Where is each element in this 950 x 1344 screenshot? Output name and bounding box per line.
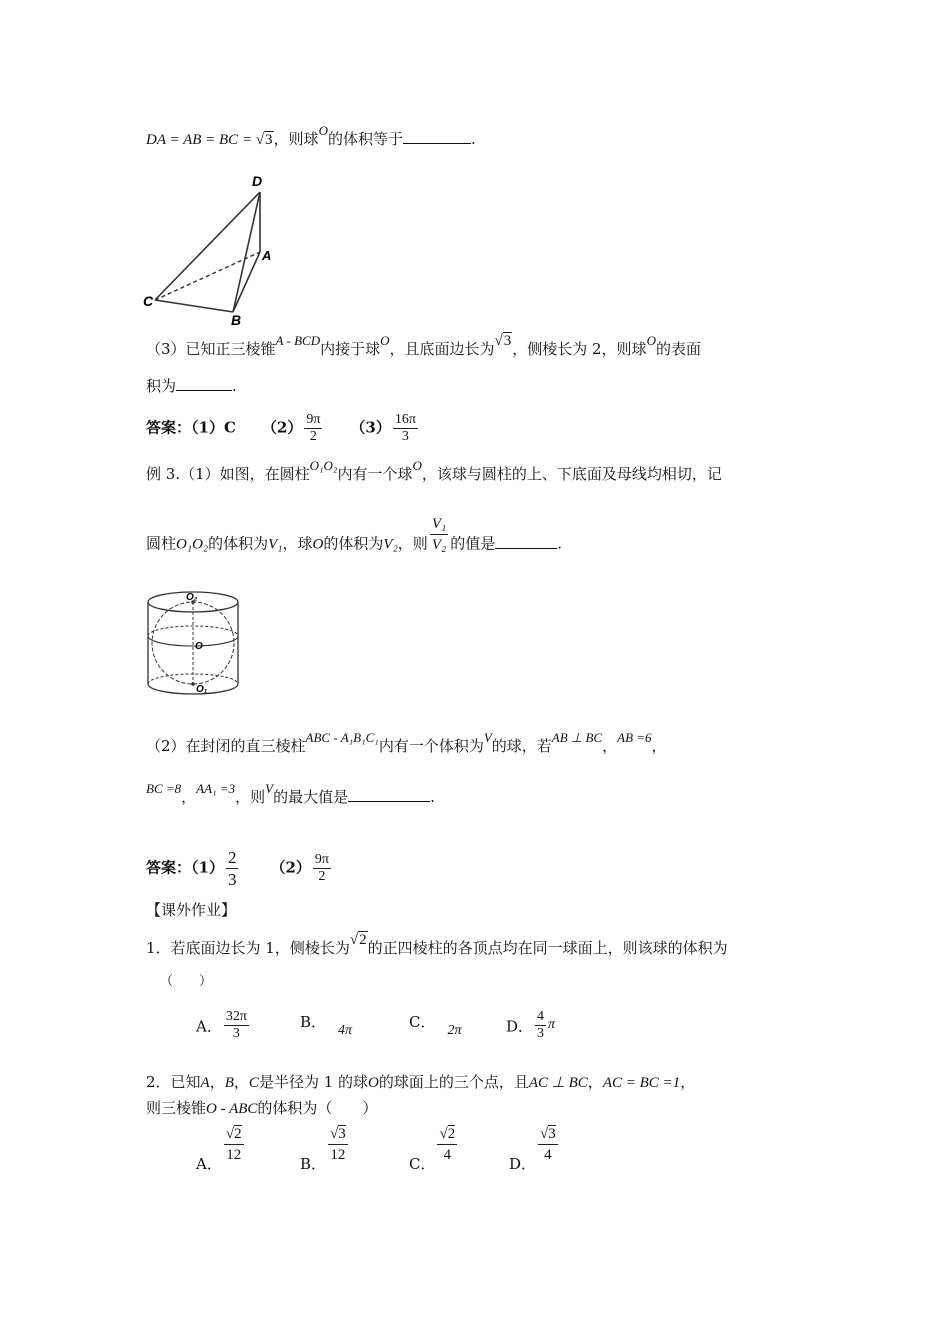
option-label: D． [509,1154,537,1173]
text-lateral-edge: ，侧棱长为 2，则球 [512,340,647,358]
condition-bc-8: BC =8 [146,781,182,796]
answer-2-label: （2） [270,858,311,877]
text-volume-is: 的体积为（ ） [257,1099,378,1117]
answer-label: 答案： [146,418,192,437]
edge-ca-hidden [155,252,260,300]
fraction-sqrt2-over-12: $\frac{√2}{12}$ [225,1126,242,1163]
answer-1: （1）C [191,418,236,437]
option-label: A． [196,1154,222,1173]
q2-option-b[interactable] [300,1124,350,1173]
text-area-is: 积为 [146,377,177,395]
part-2-prefix: （2）在封闭的直三棱柱 [146,737,306,755]
comma: ， [602,737,618,755]
symbol-v: V [265,781,274,796]
q1-paren: （ ） [160,974,213,989]
hw-q2-line-2 [146,1097,377,1120]
text-ball: ，球 [282,534,313,553]
label-o: O [195,641,203,652]
condition-ab-6: AB =6 [617,730,652,745]
text-ball-if: 的球，若 [491,737,552,755]
answer-blank [348,787,430,802]
example-3-line-2 [146,516,562,565]
example-3-part-2-line-2 [146,781,435,809]
q2-prefix: 2．已知 [146,1073,201,1091]
cylinder-sphere-figure [140,588,250,700]
option-label: C． [409,1013,436,1031]
text-cylinder: 圆柱 [146,534,177,553]
sphere-o-symbol: O [312,536,324,553]
problem-3-prefix: （3）已知正三棱锥 [146,340,276,358]
value-2pi: 2π [447,1023,462,1038]
period: . [557,534,562,553]
hw-q2-line-1 [146,1071,695,1094]
label-o1: O₁ [196,684,208,695]
fraction-sqrt3-over-4: $\frac{√3}{4}$ [540,1126,556,1163]
text-volume-equals: 的体积等于 [327,130,403,148]
example-3-part-2-line-1 [146,730,667,758]
pyramid-o-abc: O - ABC [206,1101,258,1117]
point-a: A [200,1075,210,1091]
sphere-o-symbol: O [318,123,328,138]
symbol-v: V [483,730,492,745]
hw-q1-line-1 [146,932,728,960]
fraction-sqrt2-over-4: $\frac{√2}{4}$ [439,1126,456,1163]
cylinder-o1o2: O₁O₂ [176,536,209,553]
text-then-ball: ，则球 [273,130,319,148]
value-4pi: 4π [338,1023,353,1038]
text-has-ball: 内有一个球 [337,465,413,483]
example-3-prefix: 例 3.（1）如图，在圆柱 [146,465,310,483]
sqrt-three: √3 [494,333,512,349]
option-label: C． [409,1154,436,1173]
answer-blank [495,534,557,549]
answer-2-label: （2） [261,418,303,437]
comma: ， [587,1073,603,1091]
text-value-is: 的值是 [450,534,496,553]
text-has-ball-volume: 内有一个体积为 [378,737,484,755]
condition-ac-perp-bc: AC ⊥ BC [528,1075,588,1091]
homework-title: 【课外作业】 [146,901,237,919]
text-base-edge: ，且底面边长为 [389,340,495,358]
fraction-9pi-over-2: $\frac{9\pi}{2}$ [306,412,321,444]
fraction-32pi-over-3: $\frac{32\pi}{3}$ [225,1009,247,1041]
q2-option-a[interactable] [196,1124,246,1173]
comma: ， [651,737,667,755]
tetrahedron-figure [140,170,280,330]
label-a: A [262,248,272,263]
comma: ， [209,1073,225,1091]
answer-1-label: （1） [191,858,224,877]
q1-prefix: 1．若底面边长为 1，侧棱长为 [146,939,350,957]
symbol-v2: V₂ [383,536,398,553]
fraction-9pi-over-2: $\frac{9\pi}{2}$ [314,852,329,884]
sqrt-three: √3 [255,132,273,148]
condition-ab-perp-bc: AB ⊥ BC [551,730,603,745]
answer-blank [176,376,232,391]
q2-option-d[interactable] [509,1124,560,1173]
fraction-v1-over-v2: $\frac{\text{V₁}}{\text{V₂}}$ [431,516,447,553]
answer-line-2 [146,847,333,890]
sphere-o-symbol: O [412,458,422,473]
pi-symbol: π [548,1016,556,1032]
text-radius-ball: 是半径为 1 的球 [258,1073,369,1091]
symbol-v1: V₁ [268,536,283,553]
comma: ， [233,1073,249,1091]
answer-line-1 [146,412,420,445]
sphere-o-symbol: O [646,333,656,348]
text-pyramid: 则三棱锥 [146,1099,207,1117]
option-label: A． [196,1017,222,1036]
cylinder-o1o2: O₁O₂ [309,458,338,473]
equation-da-ab-bc: DA = AB = BC = [146,132,256,148]
option-label: D． [506,1017,534,1036]
q1-option-c[interactable] [409,1011,462,1038]
text-volume-is: 的体积为 [208,534,269,553]
answer-blank [403,129,471,144]
point-c: C [248,1075,259,1091]
comma: ， [181,788,197,806]
fraction-4-over-3: $\frac{4}{3}$ [537,1009,545,1041]
answer-label: 答案： [146,858,192,877]
text-max-value: 的最大值是 [273,788,349,806]
fraction-2-over-3: $\frac{2}{3}$ [227,848,237,889]
text-tangent: ，该球与圆柱的上、下底面及母线均相切，记 [421,465,722,483]
problem-3-line-1 [146,333,701,361]
sphere-o-symbol: O [368,1075,379,1091]
answer-3-label: （3） [350,418,391,437]
comma: ， [680,1073,696,1091]
pyramid-a-bcd: A - BCD [275,333,321,348]
label-c: C [143,293,154,309]
problem-3-line-2 [146,375,237,397]
label-o2: O₂ [186,592,198,603]
text-then: ，则 [397,534,428,553]
edge-ab [233,252,260,312]
prism-abc-a1b1c1: ABC - A₁B₁C₁ [305,730,379,745]
q1-text: 的正四棱柱的各顶点均在同一球面上，则该球的体积为 [367,939,728,957]
fraction-16pi-over-3: $\frac{16\pi}{3}$ [394,412,416,444]
condition-ac-bc-1: AC = BC =1 [602,1075,681,1091]
sqrt-two: √2 [349,932,367,948]
sphere-o-symbol: O [380,333,390,348]
edge-db [233,192,260,312]
text-surface: 的表面 [655,340,701,358]
q1-option-a[interactable] [196,1011,251,1044]
text-inscribed: 内接于球 [320,340,381,358]
period: . [430,788,435,806]
period: . [232,377,237,395]
problem-2-condition-line [146,123,476,151]
point-o1 [191,682,195,686]
q1-option-d[interactable] [506,1011,555,1044]
text-three-points: 的球面上的三个点，且 [378,1073,529,1091]
option-label: B． [300,1013,327,1031]
q2-option-c[interactable] [409,1124,459,1173]
label-d: D [252,173,263,189]
text-then: ，则 [235,788,266,806]
example-3-line-1 [146,458,722,486]
option-label: B． [300,1154,327,1173]
edge-cb [155,300,233,312]
fraction-sqrt3-over-12: $\frac{√3}{12}$ [330,1126,346,1163]
q1-option-b[interactable] [300,1011,353,1038]
text-volume-is: 的体积为 [323,534,384,553]
label-b: B [231,312,242,328]
point-b: B [224,1075,234,1091]
condition-aa1-3: AA₁ =3 [196,781,236,796]
period: . [470,130,476,148]
edge-dc [155,192,260,300]
